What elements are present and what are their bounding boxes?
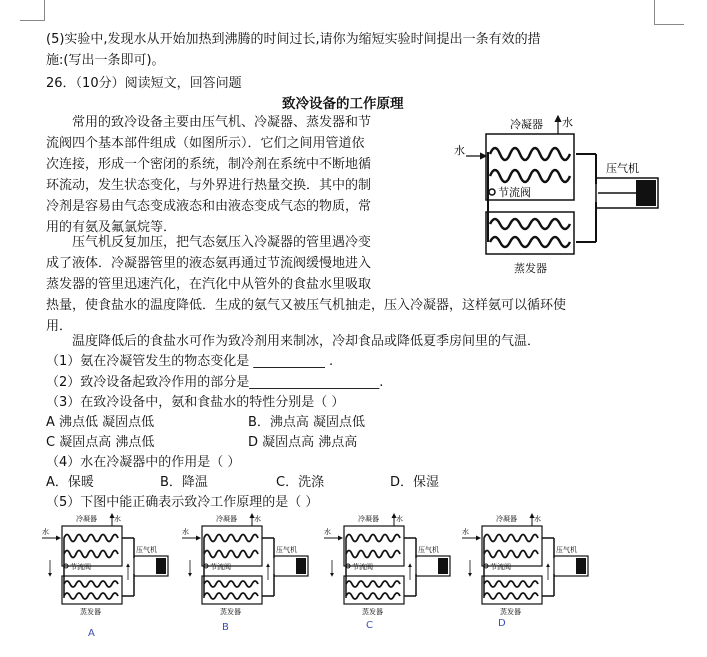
question-5: （5）下图中能正确表示致冷工作原理的是（ ） xyxy=(46,495,319,510)
evaporator-tank xyxy=(344,576,404,604)
evaporator-coil xyxy=(484,581,538,587)
q3-option-a: A 沸点低 凝固点低 xyxy=(46,415,155,430)
q3-option-d: D 凝固点高 沸点高 xyxy=(248,435,358,450)
condenser-tank xyxy=(344,526,404,566)
compressor-label: 压气机 xyxy=(136,546,157,554)
evaporator-label: 蒸发器 xyxy=(514,262,547,275)
condenser-label: 冷凝器 xyxy=(496,515,517,523)
option-c-letter: C xyxy=(366,620,373,631)
option-a-diagram xyxy=(40,510,170,620)
evaporator-coil xyxy=(490,219,570,229)
condenser-tank xyxy=(482,526,542,566)
condenser-label: 冷凝器 xyxy=(358,515,379,523)
q4-option-d: D．保湿 xyxy=(390,475,440,490)
question-4: （4）水在冷凝器中的作用是（ ） xyxy=(46,455,241,470)
water-in-label: 水 xyxy=(454,144,465,157)
compressor-piston xyxy=(576,558,586,574)
evaporator-tank xyxy=(62,576,122,604)
throttle-label: 节流阀 xyxy=(352,563,373,571)
evaporator-coil xyxy=(204,593,258,599)
q3-option-b: B．沸点高 凝固点低 xyxy=(248,415,366,430)
corner-mark-left-v xyxy=(44,0,45,20)
compressor-label: 压气机 xyxy=(276,546,297,554)
p1-line: 常用的致冷设备主要由压气机、冷凝器、蒸发器和节 xyxy=(72,115,372,130)
compressor-piston xyxy=(636,180,656,206)
corner-mark-right-v xyxy=(654,0,655,24)
water-in-label: 水 xyxy=(42,528,49,536)
q4-option-a: A．保暖 xyxy=(46,475,94,490)
p2-line: 蒸发器的管里迅速汽化，在汽化中从管外的食盐水里吸取 xyxy=(46,277,372,292)
p1-line: 环流动，发生状态变化，与外界进行热量交换．其中的制 xyxy=(46,178,372,193)
q4-option-c: C．洗涤 xyxy=(276,475,325,490)
water-in-label: 水 xyxy=(324,528,331,536)
evaporator-label: 蒸发器 xyxy=(80,608,101,616)
corner-mark-right-h xyxy=(654,24,684,25)
throttle-valve xyxy=(489,189,495,195)
water-in-label: 水 xyxy=(182,528,189,536)
condenser-label: 冷凝器 xyxy=(216,515,237,523)
p2-line: 成了液体．冷凝器管里的液态氨再通过节流阀缓慢地进入 xyxy=(46,256,372,271)
question-1: （1）氨在冷凝管发生的物态变化是 ___________ . xyxy=(46,354,334,369)
q3-option-c: C 凝固点高 沸点低 xyxy=(46,435,155,450)
condenser-tank xyxy=(202,526,262,566)
evaporator-coil xyxy=(64,581,118,587)
option-diagram-c[interactable] xyxy=(322,510,452,650)
compressor-label: 压气机 xyxy=(418,546,439,554)
paragraph-1 xyxy=(46,112,371,238)
throttle-label: 节流阀 xyxy=(210,563,231,571)
water-out-label: 水 xyxy=(114,515,121,523)
condenser-coil xyxy=(346,551,400,558)
option-diagrams xyxy=(40,510,600,650)
condenser-coil xyxy=(346,535,400,542)
condenser-tank xyxy=(62,526,122,566)
option-b-diagram xyxy=(180,510,310,620)
water-out-label: 水 xyxy=(254,515,261,523)
condenser-coil xyxy=(204,551,258,558)
water-in-label: 水 xyxy=(462,528,469,536)
evaporator-coil xyxy=(346,581,400,587)
evaporator-coil xyxy=(490,237,570,247)
condenser-coil xyxy=(204,535,258,542)
compressor-piston xyxy=(296,558,306,574)
condenser-label: 冷凝器 xyxy=(76,515,97,523)
condenser-coil xyxy=(490,170,570,182)
evaporator-tank xyxy=(202,576,262,604)
p2-line: 热量，使食盐水的温度降低．生成的氨气又被压气机抽走，压入冷凝器，这样氨可以循环使 xyxy=(46,298,567,313)
water-out-label: 水 xyxy=(562,116,573,129)
condenser-coil xyxy=(64,535,118,542)
evaporator-label: 蒸发器 xyxy=(220,608,241,616)
p1-line: 用的有氨及氟氯烷等． xyxy=(46,220,177,235)
q25-part5-line1: (5)实验中,发现水从开始加热到沸腾的时间过长,请你为缩短实验时间提出一条有效的措 xyxy=(46,32,541,47)
compressor-label: 压气机 xyxy=(606,162,639,175)
throttle-label: 节流阀 xyxy=(70,563,91,571)
evaporator-coil xyxy=(484,593,538,599)
water-out-label: 水 xyxy=(396,515,403,523)
option-d-letter: D xyxy=(498,618,506,629)
evaporator-tank xyxy=(482,576,542,604)
evaporator-label: 蒸发器 xyxy=(500,608,521,616)
throttle-label: 节流阀 xyxy=(490,563,511,571)
condenser-label: 冷凝器 xyxy=(510,118,543,131)
evaporator-coil xyxy=(64,593,118,599)
p1-line: 次连接，形成一个密闭的系统，制冷剂在系统中不断地循 xyxy=(46,157,372,172)
q4-option-b: B．降温 xyxy=(160,475,208,490)
option-diagram-b[interactable] xyxy=(180,510,310,650)
p1-line: 流阀四个基本部件组成（如图所示）．它们之间用管道依 xyxy=(46,136,365,151)
p2-line: 用． xyxy=(46,319,73,334)
condenser-coil xyxy=(484,535,538,542)
evaporator-tank xyxy=(486,212,574,254)
evaporator-coil xyxy=(346,593,400,599)
option-c-diagram xyxy=(322,510,452,620)
throttle-label: 节流阀 xyxy=(498,186,531,199)
evaporator-label: 蒸发器 xyxy=(362,608,383,616)
question-2: （2）致冷设备起致冷作用的部分是____________________. xyxy=(46,375,384,390)
compressor-piston xyxy=(438,558,448,574)
compressor-label: 压气机 xyxy=(556,546,577,554)
condenser-coil xyxy=(490,148,570,160)
condenser-coil xyxy=(484,551,538,558)
option-b-letter: B xyxy=(222,622,229,633)
question-3: （3）在致冷设备中，氨和食盐水的特性分别是（ ） xyxy=(46,395,345,410)
paragraph-3: 温度降低后的食盐水可作为致冷剂用来制冰，冷却食品或降低夏季房间里的气温． xyxy=(72,334,541,349)
p1-line: 冷剂是容易由气态变成液态和由液态变成气态的物质，常 xyxy=(46,199,372,214)
q26-header: 26．（10分）阅读短文，回答问题 xyxy=(46,76,242,91)
q25-part5-line2: 施:(写出一条即可)。 xyxy=(46,53,165,68)
corner-mark-left-h xyxy=(20,20,45,21)
option-d-diagram xyxy=(460,510,590,620)
compressor-piston xyxy=(156,558,166,574)
condenser-coil xyxy=(64,551,118,558)
option-diagram-d[interactable] xyxy=(460,510,590,650)
p2-line: 压气机反复加压，把气态氨压入冷凝器的管里遇冷变 xyxy=(72,235,372,250)
refrigeration-diagram xyxy=(448,112,668,282)
option-a-letter: A xyxy=(88,628,95,639)
option-diagram-a[interactable] xyxy=(40,510,170,650)
water-out-label: 水 xyxy=(534,515,541,523)
article-title: 致冷设备的工作原理 xyxy=(282,96,404,112)
evaporator-coil xyxy=(204,581,258,587)
